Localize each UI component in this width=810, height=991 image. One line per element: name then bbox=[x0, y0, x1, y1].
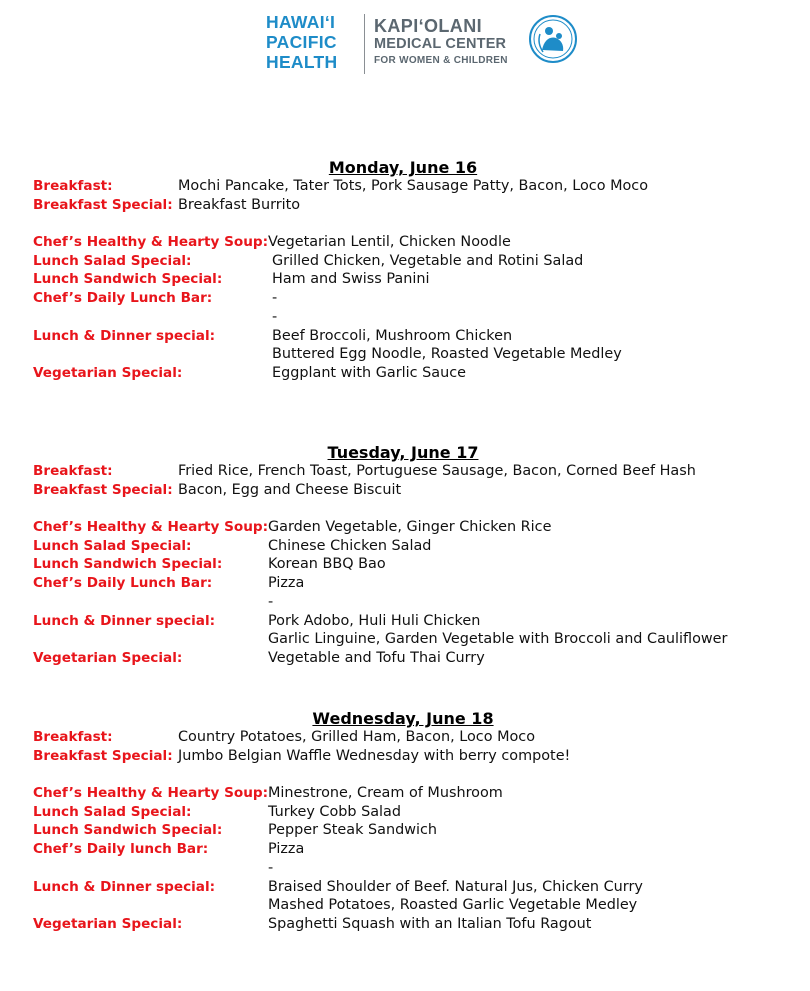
menu-row bbox=[33, 784, 773, 803]
kapiolani-seal-icon bbox=[528, 14, 578, 64]
menu-label: Breakfast: bbox=[33, 178, 113, 194]
menu-row bbox=[33, 649, 773, 668]
menu-label: Breakfast: bbox=[33, 463, 113, 479]
menu-label: Chef’s Healthy & Hearty Soup: bbox=[33, 785, 269, 802]
menu-row bbox=[33, 308, 773, 327]
menu-row bbox=[33, 859, 773, 878]
menu-row bbox=[33, 345, 773, 364]
menu-label: Breakfast Special: bbox=[33, 196, 173, 213]
menu-label: Chef’s Healthy & Hearty Soup: bbox=[33, 519, 269, 536]
menu-value: Vegetable and Tofu Thai Curry bbox=[268, 649, 485, 666]
menu-value: Pizza bbox=[268, 575, 305, 592]
menu-value: Jumbo Belgian Waffle Wednesday with berry compote! bbox=[178, 747, 571, 764]
menu-row bbox=[33, 462, 773, 481]
menu-row bbox=[33, 821, 773, 840]
menu-value: Mashed Potatoes, Roasted Garlic Vegetable Medley bbox=[268, 897, 638, 914]
menu-value: Pepper Steak Sandwich bbox=[268, 822, 437, 839]
menu-value: Korean BBQ Bao bbox=[268, 556, 386, 573]
menu-value: Pizza bbox=[268, 841, 305, 858]
menu-row bbox=[33, 177, 773, 196]
menu-label: Breakfast Special: bbox=[33, 481, 173, 498]
menu-value: - bbox=[272, 308, 278, 325]
menu-value: - bbox=[268, 593, 274, 610]
menu-label: Lunch Salad Special: bbox=[33, 252, 192, 269]
menu-label: Lunch Sandwich Special: bbox=[33, 822, 223, 839]
menu-row bbox=[33, 518, 773, 537]
menu-label: Lunch Sandwich Special: bbox=[33, 556, 223, 573]
menu-value: Eggplant with Garlic Sauce bbox=[272, 364, 466, 381]
menu-value: - bbox=[272, 290, 278, 307]
menu-value: Vegetarian Lentil, Chicken Noodle bbox=[268, 234, 511, 251]
menu-label: Lunch Salad Special: bbox=[33, 803, 192, 820]
kapiolani-logo-text: KAPIʻOLANI MEDICAL CENTER FOR WOMEN & CHILDREN bbox=[374, 16, 508, 66]
menu-label: Chef’s Daily Lunch Bar: bbox=[33, 290, 213, 307]
menu-row bbox=[33, 555, 773, 574]
menu-row bbox=[33, 803, 773, 822]
menu-value: Beef Broccoli, Mushroom Chicken bbox=[272, 327, 513, 344]
day-title: Tuesday, June 17 bbox=[327, 443, 479, 462]
menu-label: Chef’s Daily Lunch Bar: bbox=[33, 575, 213, 592]
menu-value: Minestrone, Cream of Mushroom bbox=[268, 785, 503, 802]
menu-value: Grilled Chicken, Vegetable and Rotini Salad bbox=[272, 252, 584, 269]
menu-row bbox=[33, 747, 773, 766]
menu-row bbox=[33, 537, 773, 556]
menu-label: Lunch Salad Special: bbox=[33, 537, 192, 554]
menu-value: Bacon, Egg and Cheese Biscuit bbox=[178, 481, 402, 498]
menu-label: Breakfast: bbox=[33, 729, 113, 745]
menu-label: Lunch & Dinner special: bbox=[33, 878, 216, 895]
menu-value: Country Potatoes, Grilled Ham, Bacon, Loco Moco bbox=[178, 729, 536, 745]
day-title: Monday, June 16 bbox=[328, 158, 478, 177]
menu-value: Mochi Pancake, Tater Tots, Pork Sausage Patty, Bacon, Loco Moco bbox=[178, 178, 649, 194]
menu-label: Vegetarian Special: bbox=[33, 915, 183, 932]
menu-value: Breakfast Burrito bbox=[178, 196, 301, 213]
menu-row bbox=[33, 878, 773, 897]
menu-row bbox=[33, 289, 773, 308]
menu-row bbox=[33, 593, 773, 612]
menu-label: Chef’s Healthy & Hearty Soup: bbox=[33, 234, 269, 251]
menu-row bbox=[33, 233, 773, 252]
menu-value: Spaghetti Squash with an Italian Tofu Ragout bbox=[268, 915, 592, 932]
menu-value: - bbox=[268, 859, 274, 876]
menu-value: Garlic Linguine, Garden Vegetable with Broccoli and Cauliflower bbox=[268, 631, 728, 648]
menu-value: Pork Adobo, Huli Huli Chicken bbox=[268, 612, 481, 629]
menu-row bbox=[33, 327, 773, 346]
menu-label: Lunch & Dinner special: bbox=[33, 327, 216, 344]
menu-label: Chef’s Daily lunch Bar: bbox=[33, 841, 209, 858]
menu-row bbox=[33, 481, 773, 500]
menu-label: Lunch Sandwich Special: bbox=[33, 271, 223, 288]
header-logos bbox=[266, 8, 586, 78]
menu-row bbox=[33, 728, 773, 747]
menu-label: Breakfast Special: bbox=[33, 747, 173, 764]
day-title: Wednesday, June 18 bbox=[312, 709, 494, 728]
menu-row bbox=[33, 364, 773, 383]
menu-value: Turkey Cobb Salad bbox=[268, 803, 402, 820]
menu-row bbox=[33, 915, 773, 934]
logo-divider bbox=[364, 14, 365, 74]
menu-label: Vegetarian Special: bbox=[33, 649, 183, 666]
menu-row bbox=[33, 612, 773, 631]
day-section-monday bbox=[33, 158, 773, 383]
menu-row bbox=[33, 270, 773, 289]
hawaii-pacific-health-logo: HAWAIʻI PACIFIC HEALTH bbox=[266, 12, 338, 72]
day-section-wednesday bbox=[33, 709, 773, 934]
menu-value: Fried Rice, French Toast, Portuguese Sausage, Bacon, Corned Beef Hash bbox=[178, 463, 696, 479]
menu-row bbox=[33, 196, 773, 215]
menu-row bbox=[33, 896, 773, 915]
menu-label: Vegetarian Special: bbox=[33, 364, 183, 381]
menu-value: Garden Vegetable, Ginger Chicken Rice bbox=[268, 519, 552, 536]
menu-row bbox=[33, 840, 773, 859]
menu-value: Buttered Egg Noodle, Roasted Vegetable Medley bbox=[272, 346, 622, 363]
menu-row bbox=[33, 574, 773, 593]
menu-value: Ham and Swiss Panini bbox=[272, 271, 430, 288]
menu-value: Chinese Chicken Salad bbox=[268, 537, 432, 554]
menu-row bbox=[33, 630, 773, 649]
day-section-tuesday bbox=[33, 443, 773, 668]
menu-value: Braised Shoulder of Beef. Natural Jus, Chicken Curry bbox=[268, 878, 643, 895]
menu-row bbox=[33, 252, 773, 271]
menu-label: Lunch & Dinner special: bbox=[33, 612, 216, 629]
